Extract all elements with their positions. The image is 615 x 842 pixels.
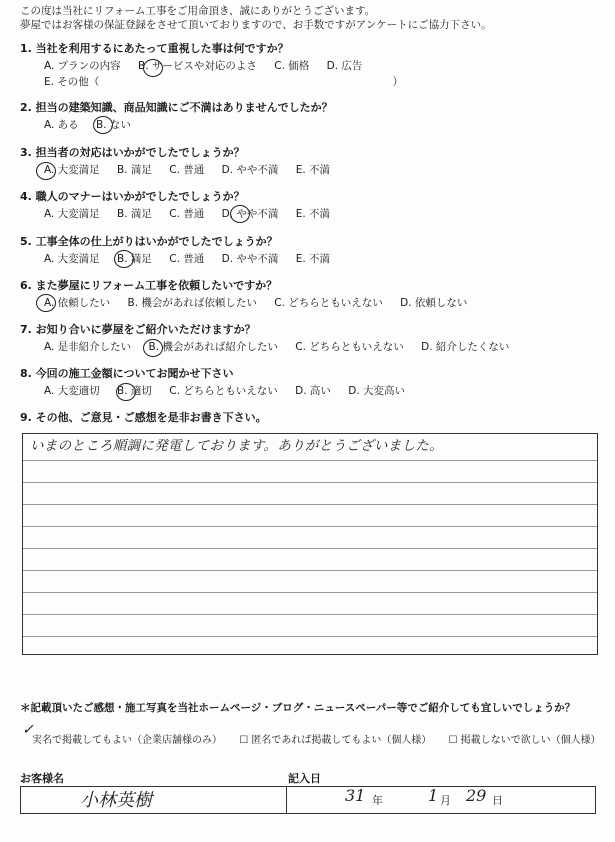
option-a[interactable]: A. 大変満足	[44, 208, 100, 220]
option-c[interactable]: C. 普通	[169, 208, 205, 220]
answer-circle-q7	[143, 339, 163, 357]
ruled-line	[23, 548, 597, 549]
signature-divider	[286, 786, 287, 814]
question-7	[20, 323, 523, 354]
question-title: 2. 担当の建築知識、商品知識にご不満はありませんでしたか？	[20, 101, 333, 114]
ruled-line	[23, 636, 597, 637]
option-c[interactable]: C. どちらともいえない	[295, 341, 404, 353]
publication-option-real-name[interactable]: 実名で掲載してもよい（企業店舗様のみ）	[32, 735, 222, 746]
comment-box[interactable]	[22, 433, 598, 655]
ruled-line	[23, 482, 597, 483]
question-options	[44, 384, 419, 398]
answer-circle-q6	[36, 294, 56, 312]
ruled-line	[23, 504, 597, 505]
option-b[interactable]: B. 機会があれば紹介したい	[148, 341, 278, 353]
question-title: 3. 担当者の対応はいかがでしたでしょうか？	[20, 146, 245, 159]
question-6	[20, 279, 481, 310]
option-e[interactable]: E. 不満	[295, 253, 331, 265]
customer-name-label: お客様名	[20, 772, 64, 785]
question-title: 7. お知り合いに夢屋をご紹介いただけますか？	[20, 323, 256, 336]
publication-options	[32, 731, 615, 746]
option-e[interactable]: E. 不満	[295, 208, 331, 220]
question-title: 9. その他、ご意見・ご感想を是非お書き下さい。	[20, 411, 267, 424]
option-a[interactable]: A. 大変満足	[44, 253, 100, 265]
answer-circle-q2	[93, 116, 113, 134]
question-2	[20, 101, 333, 132]
option-e[interactable]: E. その他（	[44, 76, 100, 88]
ruled-line	[23, 570, 597, 571]
question-options	[44, 207, 344, 221]
answer-circle-q3	[36, 162, 56, 180]
option-d[interactable]: D. 広告	[326, 60, 363, 72]
option-a[interactable]: A. 是非紹介したい	[44, 341, 132, 353]
question-title: 5. 工事全体の仕上がりはいかがでしたでしょうか？	[20, 235, 278, 248]
option-d[interactable]: D. 高い	[295, 385, 331, 397]
year-value: 31	[345, 786, 366, 805]
option-c[interactable]: C. どちらともいえない	[169, 385, 278, 397]
option-c[interactable]: C. 価格	[274, 60, 310, 72]
option-b[interactable]: B. 満足	[117, 164, 152, 176]
option-a[interactable]: A. 依頼したい	[44, 297, 111, 309]
question-8	[20, 367, 419, 398]
option-c[interactable]: C. 普通	[169, 253, 205, 265]
publication-option-no[interactable]: ☐ 掲載しないで欲しい（個人様）	[448, 735, 601, 746]
question-options	[44, 163, 344, 177]
option-d[interactable]: D. やや不満	[221, 208, 279, 220]
month-unit: 月	[440, 794, 451, 807]
option-b[interactable]: B. 満足	[117, 208, 152, 220]
option-d[interactable]: D. やや不満	[221, 253, 279, 265]
publication-option-anonymous[interactable]: ☐ 匿名であれば掲載してもよい（個人様）	[239, 735, 432, 746]
option-a[interactable]: A. 大変満足	[44, 164, 100, 176]
ruled-line	[23, 592, 597, 593]
answer-circle-q5	[114, 250, 134, 268]
intro-text	[20, 4, 492, 32]
option-b[interactable]: B. サービスや対応のよさ	[138, 60, 257, 72]
question-3	[20, 146, 344, 177]
option-b[interactable]: B. 適切	[117, 385, 152, 397]
question-options	[44, 59, 403, 73]
answer-circle-q4	[230, 205, 250, 223]
question-title: 8. 今回の施工金額についてお聞かせ下さい	[20, 367, 234, 380]
day-value: 29	[466, 786, 487, 805]
ruled-line	[23, 526, 597, 527]
intro-line-2: 夢屋ではお客様の保証登録をさせて頂いておりますので、お手数ですがアンケートにご協力下さい。	[20, 19, 492, 31]
question-9	[20, 411, 267, 425]
publication-question: ＊記載頂いたご感想・施工写真を当社ホームページ・ブログ・ニュースペーパー等でご紹介しても宜しいでしょうか？	[20, 702, 576, 714]
handwritten-comment: いまのところ順調に発電しております。ありがとうございました。	[30, 438, 443, 454]
option-d[interactable]: D. 依頼しない	[400, 297, 468, 309]
question-5	[20, 235, 344, 266]
intro-line-1: この度は当社にリフォーム工事をご用命頂き、誠にありがとうございます。	[20, 5, 376, 17]
option-b[interactable]: B. 機会があれば依頼したい	[127, 297, 257, 309]
day-unit: 日	[492, 794, 503, 807]
check-mark: ✓	[22, 722, 34, 738]
answer-circle-q8	[116, 383, 136, 401]
option-a[interactable]: A. プランの内容	[44, 60, 121, 72]
question-title: 1. 当社を利用するにあたって重視した事は何ですか？	[20, 42, 289, 55]
option-b[interactable]: B. ない	[96, 119, 131, 131]
customer-name-value: 小林英樹	[80, 790, 152, 811]
entry-date-label: 記入日	[288, 772, 321, 785]
option-a[interactable]: A. ある	[44, 119, 79, 131]
month-value: 1	[428, 786, 439, 805]
option-d[interactable]: D. やや不満	[221, 164, 279, 176]
option-e[interactable]: E. 不満	[295, 164, 331, 176]
option-d[interactable]: D. 紹介したくない	[421, 341, 510, 353]
question-1	[20, 42, 403, 89]
option-c[interactable]: C. 普通	[169, 164, 205, 176]
ruled-line	[23, 460, 597, 461]
question-title: 4. 職人のマナーはいかがでしたでしょうか？	[20, 190, 245, 203]
year-unit: 年	[372, 794, 383, 807]
question-options	[44, 252, 344, 266]
option-d2[interactable]: D. 大変高い	[348, 385, 405, 397]
option-c[interactable]: C. どちらともいえない	[274, 297, 383, 309]
question-title: 6. また夢屋にリフォーム工事を依頼したいですか？	[20, 279, 278, 292]
question-options	[44, 340, 523, 354]
option-e-close: ）	[392, 76, 404, 88]
option-a[interactable]: A. 大変適切	[44, 385, 100, 397]
option-b[interactable]: B. 満足	[117, 253, 152, 265]
question-4	[20, 190, 344, 221]
ruled-line	[23, 614, 597, 615]
answer-circle-q1	[143, 59, 163, 77]
question-options	[44, 118, 333, 132]
question-options	[44, 296, 481, 310]
option-e-row	[44, 75, 403, 89]
